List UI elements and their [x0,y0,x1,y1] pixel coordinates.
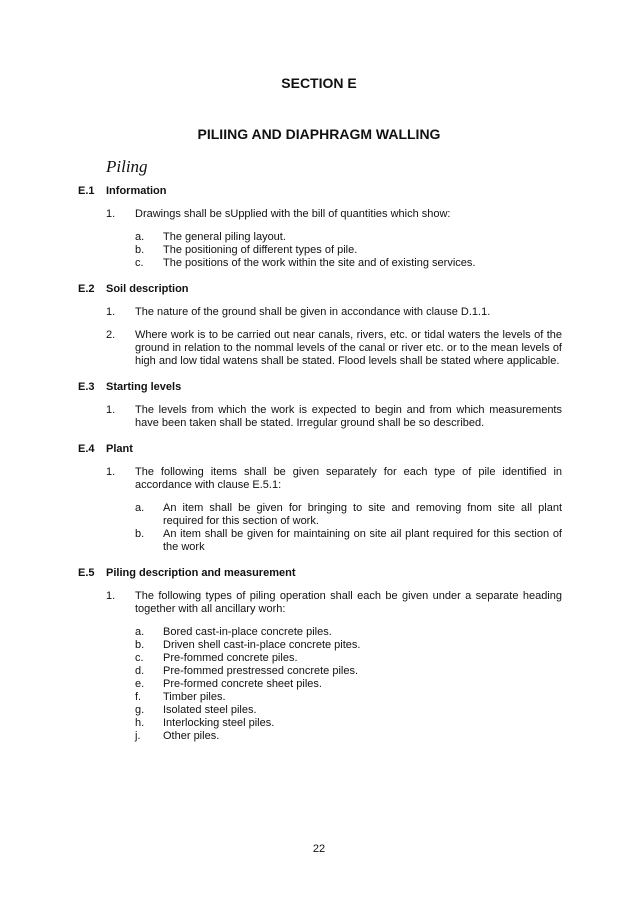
clause-spacer [78,270,562,282]
sub-list [135,502,562,554]
clauses-container [78,184,562,743]
sub-item-text: Bored cast-in-place concrete piles. [163,626,332,638]
sub-item [135,678,562,691]
subheading: Piling [106,157,148,176]
sub-item [135,639,562,652]
clause-e-3 [78,380,562,442]
sub-list [135,626,562,743]
clause-heading [78,442,562,456]
sub-item-text: Pre-fommed prestressed concrete piles. [163,665,359,677]
sub-item-text: Pre-fommed concrete piles. [163,652,298,664]
item-number: 1. [106,590,116,602]
sub-item-text: Pre-formed concrete sheet piles. [163,678,322,690]
item-number: 1. [106,404,116,416]
clause-number: E.1 [78,185,95,197]
item-text: The following types of piling operation shall each be given under a separate heading together with all ancillary worh: [135,590,562,615]
sub-item [135,257,562,270]
sub-item-letter: b. [135,639,145,651]
clause-e-1 [78,184,562,282]
sub-item-letter: j. [135,730,141,742]
clause-title: Piling description and measurement [106,567,296,579]
item-number: 1. [106,466,116,478]
sub-item-letter: a. [135,502,145,514]
sub-item [135,231,562,244]
sub-item [135,665,562,678]
page-number: 22 [312,843,326,855]
clause-e-2 [78,282,562,380]
sub-item-letter: b. [135,528,145,540]
clause-heading [78,380,562,394]
sub-item-letter: h. [135,717,145,729]
item-text: Drawings shall be sUpplied with the bill of quantities which show: [135,208,451,220]
clause-spacer [78,554,562,566]
sub-item-text: An item shall be given for bringing to site and removing fnom site all plant required for this section of work. [163,502,562,527]
page-title: PILIING AND DIAPHRAGM WALLING [197,126,441,142]
clause-heading [78,184,562,198]
clause-title: Starting levels [106,381,182,393]
item-text: The following items shall be given separately for each type of pile identified in accordance with clause E.5.1: [135,466,562,491]
clause-heading [78,566,562,580]
sub-item-text: Driven shell cast-in-place concrete pites. [163,639,361,651]
sub-item [135,626,562,639]
clause-title: Plant [106,443,133,455]
sub-item [135,717,562,730]
sub-item-letter: c. [135,652,144,664]
sub-item [135,652,562,665]
sub-item [135,244,562,257]
sub-item-text: An item shall be given for maintaining on site ail plant required for this section of the work [163,528,562,553]
list-item [78,306,562,319]
sub-item [135,691,562,704]
clause-number: E.2 [78,283,95,295]
clause-number: E.4 [78,443,95,455]
list-item [78,329,562,368]
sub-item-letter: a. [135,231,145,243]
sub-item [135,730,562,743]
clause-number: E.3 [78,381,95,393]
sub-item-text: The positions of the work within the site and of existing services. [163,257,476,269]
sub-item-text: The positioning of different types of pile. [163,244,358,256]
sub-item-text: Isolated steel piles. [163,704,257,716]
sub-item-letter: g. [135,704,145,716]
clause-title: Soil description [106,283,189,295]
sub-item [135,528,562,554]
item-number: 2. [106,329,116,341]
item-text: The nature of the ground shall be given in accondance with clause D.1.1. [135,306,491,318]
sub-item-text: Other piles. [163,730,220,742]
list-item [78,208,562,221]
sub-item [135,704,562,717]
clause-e-5 [78,566,562,743]
sub-item-letter: b. [135,244,145,256]
sub-item-letter: d. [135,665,145,677]
item-text: The levels from which the work is expected to begin and from which measurements have been taken shall be stated. Irregular ground shall be so described. [135,404,562,429]
clause-spacer [78,368,562,380]
clause-title: Information [106,185,167,197]
clause-e-4 [78,442,562,566]
clause-heading [78,282,562,296]
list-item [78,404,562,430]
sub-item-text: Timber piles. [163,691,226,703]
section-title: SECTION E [281,75,357,91]
sub-item-letter: e. [135,678,145,690]
clause-spacer [78,430,562,442]
sub-item-letter: f. [135,691,142,703]
sub-item-text: Interlocking steel piles. [163,717,275,729]
clause-number: E.5 [78,567,95,579]
list-item [78,590,562,616]
sub-item-text: The general piling layout. [163,231,286,243]
item-number: 1. [106,306,116,318]
item-number: 1. [106,208,116,220]
sub-list [135,231,562,270]
list-item [78,466,562,492]
sub-item-letter: a. [135,626,145,638]
item-text: Where work is to be carried out near canals, rivers, etc. or tidal waters the levels of the ground in relation to the nommal levels of the canal or river etc. or to the mean levels of high and low tidal watens shall be stated. Flood levels shall be stated where applicable. [135,329,562,367]
sub-item-letter: c. [135,257,144,269]
sub-item [135,502,562,528]
